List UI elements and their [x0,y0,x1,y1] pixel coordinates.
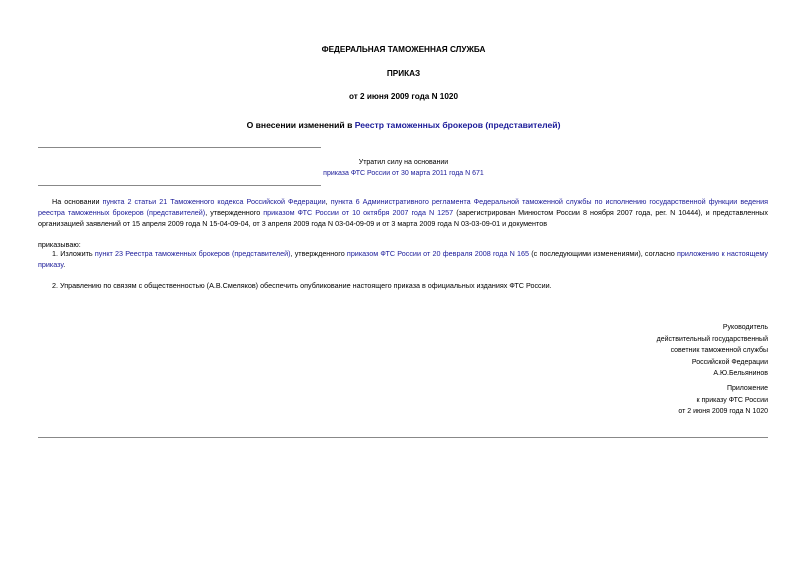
divider-status [38,185,321,186]
appendix-line-2: к приказу ФТС России [696,396,768,404]
item1-text-1: 1. Изложить [52,249,95,258]
document-date-number: от 2 июня 2009 года N 1020 [348,92,459,101]
preamble-text-2: , [325,197,331,206]
signature-block [657,322,768,380]
divider-bottom [38,437,768,438]
preamble-text-1: На основании [52,197,103,206]
appendix-block [678,383,768,418]
link-order-165[interactable]: приказом ФТС России от 20 февраля 2008 года N 165 [346,249,530,258]
link-appendix[interactable]: приложению к настоящему приказу [38,249,768,270]
orders-label: приказываю: [38,240,81,249]
status-line: Утратил силу на основании [358,159,449,166]
title-registry-link[interactable]: Реестр таможенных брокеров (представителей) [354,120,561,130]
link-order-1257[interactable]: приказом ФТС России от 10 октября 2007 года N 1257 [263,208,454,218]
preamble-text-4: (зарегистрирован Минюстом России 8 ноября 2007 года, рег. N 10444), и представленных организацией заявлений от 15 апреля 2009 года N 15-04-09-04, от 3 апреля 2009 года N 03-04-09-09 и от 3 марта 2009 года N 03-03-09-01 и документов [38,208,768,229]
link-admin-regulation[interactable]: пункта 6 Административного регламента Федеральной таможенной службы по исполнению государственной функции ведения реестра таможенных брокеров (представителей) [38,197,768,218]
signature-name: А.Ю.Бельянинов [713,370,768,378]
signature-line-3: советник таможенной службы [670,347,768,355]
link-customs-code[interactable]: пункта 2 статьи 21 Таможенного кодекса Российской Федерации [102,197,326,206]
document-type: ПРИКАЗ [386,69,421,78]
signature-line-1: Руководитель [722,324,768,331]
appendix-line-3: от 2 июня 2009 года N 1020 [678,408,768,416]
divider-top [38,147,321,148]
status-repeal-link[interactable]: приказа ФТС России от 30 марта 2011 года N 671 [323,170,484,178]
order-item-1 [38,248,768,270]
appendix-line-1: Приложение [726,385,768,392]
preamble-text-3: , утвержденного [205,208,264,218]
item1-text-3: (с последующими изменениями), согласно [529,249,678,258]
item1-text-4: . [63,260,66,270]
item1-text-2: , утвержденного [290,249,347,258]
order-item-2: 2. Управлению по связям с общественностью (А.В.Смеляков) обеспечить опубликование настоящего приказа в официальных изданиях ФТС России. [52,281,552,290]
signature-line-4: Российской Федерации [691,358,768,366]
signature-line-2: действительный государственный [656,335,768,343]
link-registry-item-23[interactable]: пункт 23 Реестра таможенных брокеров (представителей) [94,249,291,258]
agency-title: ФЕДЕРАЛЬНАЯ ТАМОЖЕННАЯ СЛУЖБА [321,45,486,54]
document-title [0,119,807,132]
preamble-paragraph [38,196,768,229]
status-note [0,157,807,179]
title-prefix: О внесении изменений в [246,120,355,130]
